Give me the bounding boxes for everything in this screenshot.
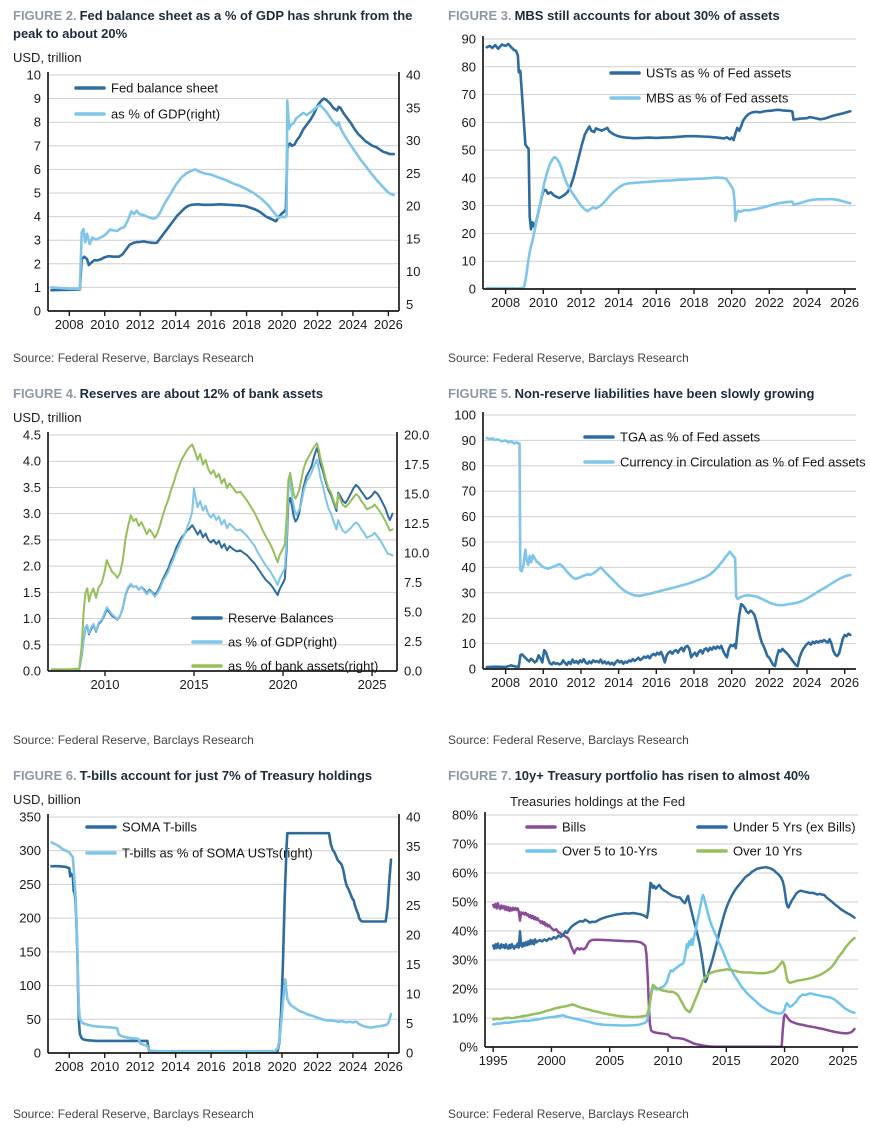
svg-text:2026: 2026 [373, 317, 403, 332]
svg-text:2016: 2016 [196, 317, 226, 332]
svg-text:20.0: 20.0 [404, 427, 430, 443]
svg-text:5.0: 5.0 [404, 604, 423, 620]
svg-text:2000: 2000 [536, 1053, 566, 1068]
svg-text:Under 5 Yrs (ex Bills): Under 5 Yrs (ex Bills) [733, 819, 856, 835]
svg-text:40%: 40% [451, 923, 478, 939]
svg-text:2010: 2010 [528, 295, 558, 310]
figure-6-label: FIGURE 6. [13, 768, 77, 783]
svg-text:4: 4 [33, 209, 41, 225]
svg-text:15: 15 [406, 957, 421, 972]
svg-text:2018: 2018 [679, 295, 709, 310]
svg-text:1995: 1995 [478, 1053, 508, 1068]
svg-text:2020: 2020 [717, 675, 747, 690]
figure-6-axis-unit: USD, billion [13, 792, 81, 807]
svg-text:60: 60 [461, 114, 476, 130]
svg-text:SOMA T-bills: SOMA T-bills [122, 819, 197, 835]
figure-4-panel [0, 378, 435, 760]
svg-text:17.5: 17.5 [404, 457, 430, 472]
svg-text:0.5: 0.5 [22, 637, 41, 653]
svg-text:Bills: Bills [562, 819, 586, 835]
svg-text:20: 20 [461, 610, 476, 626]
svg-text:40: 40 [461, 170, 476, 186]
svg-text:80: 80 [461, 59, 476, 75]
figure-3-line-chart [435, 29, 870, 317]
svg-text:2015: 2015 [179, 677, 209, 692]
figure-4-label: FIGURE 4. [13, 386, 77, 401]
svg-text:300: 300 [19, 843, 41, 859]
figure-5-line-chart [435, 407, 870, 697]
svg-text:1.5: 1.5 [22, 584, 41, 600]
svg-text:MBS as % of Fed assets: MBS as % of Fed assets [646, 90, 789, 106]
svg-text:2008: 2008 [491, 675, 521, 690]
svg-text:2014: 2014 [161, 317, 191, 332]
svg-text:2010: 2010 [90, 1059, 120, 1074]
figure-7-line-chart [435, 789, 870, 1075]
svg-text:60%: 60% [451, 865, 478, 881]
figure-7-source-note: Source: Federal Reserve, Barclays Research [448, 1107, 689, 1121]
figure-4-line-chart [0, 427, 435, 699]
svg-text:50%: 50% [451, 894, 478, 910]
svg-text:as % of bank assets(right): as % of bank assets(right) [228, 658, 379, 674]
svg-text:50: 50 [461, 534, 476, 550]
svg-text:40: 40 [406, 809, 421, 825]
figure-6-line-chart [0, 809, 435, 1081]
svg-text:2016: 2016 [641, 675, 671, 690]
svg-text:40: 40 [406, 67, 421, 83]
svg-text:1.0: 1.0 [22, 611, 41, 627]
svg-text:3.5: 3.5 [22, 479, 41, 495]
svg-text:10%: 10% [451, 1010, 478, 1026]
svg-text:2: 2 [33, 256, 41, 272]
svg-text:200: 200 [19, 910, 41, 926]
svg-text:Over 10 Yrs: Over 10 Yrs [733, 843, 803, 859]
svg-text:0.0: 0.0 [404, 663, 423, 679]
svg-text:0: 0 [33, 1045, 41, 1061]
svg-text:4.5: 4.5 [22, 427, 41, 443]
svg-text:0: 0 [33, 303, 41, 319]
svg-text:25: 25 [406, 165, 421, 181]
svg-text:2022: 2022 [754, 295, 784, 310]
svg-text:Treasuries holdings at the Fed: Treasuries holdings at the Fed [510, 794, 686, 809]
svg-text:50: 50 [461, 142, 476, 158]
svg-text:30: 30 [406, 868, 421, 884]
svg-text:0: 0 [406, 1045, 414, 1061]
svg-text:2022: 2022 [302, 1059, 332, 1074]
svg-text:2015: 2015 [711, 1053, 741, 1068]
svg-text:20%: 20% [451, 981, 478, 997]
svg-text:2014: 2014 [604, 295, 634, 310]
svg-text:0%: 0% [459, 1039, 478, 1055]
svg-text:2012: 2012 [566, 675, 596, 690]
figure-2-source-note: Source: Federal Reserve, Barclays Research [13, 351, 254, 365]
svg-text:30%: 30% [451, 952, 478, 968]
svg-text:USTs as % of Fed assets: USTs as % of Fed assets [646, 65, 792, 81]
svg-text:25: 25 [406, 898, 421, 913]
svg-text:30: 30 [461, 198, 476, 214]
svg-text:150: 150 [19, 944, 41, 960]
svg-text:20: 20 [406, 198, 421, 214]
figure-5-title-text: Non-reserve liabilities have been slowly growing [514, 386, 815, 401]
svg-text:2024: 2024 [338, 317, 368, 332]
figure-2-axis-unit: USD, trillion [13, 50, 82, 65]
svg-text:100: 100 [454, 407, 476, 423]
svg-text:70: 70 [461, 483, 476, 499]
figure-7-title-text: 10y+ Treasury portfolio has risen to almost 40% [514, 768, 810, 783]
svg-text:35: 35 [406, 839, 421, 854]
svg-text:2.0: 2.0 [22, 558, 41, 574]
svg-text:2014: 2014 [604, 675, 634, 690]
svg-text:80: 80 [461, 458, 476, 474]
svg-text:35: 35 [406, 100, 421, 116]
figure-6-panel [0, 760, 435, 1134]
svg-text:2025: 2025 [357, 677, 387, 692]
svg-text:2008: 2008 [54, 317, 84, 332]
svg-text:7.5: 7.5 [404, 575, 423, 590]
svg-text:20: 20 [461, 225, 476, 241]
svg-text:15.0: 15.0 [404, 486, 430, 502]
svg-text:4.0: 4.0 [22, 453, 41, 469]
svg-text:10: 10 [461, 253, 476, 269]
svg-text:15: 15 [406, 231, 421, 247]
svg-text:10: 10 [461, 636, 476, 652]
figure-6-title [13, 767, 419, 785]
svg-text:2005: 2005 [595, 1053, 625, 1068]
svg-text:2020: 2020 [268, 677, 298, 692]
figure-4-title [13, 385, 419, 403]
svg-text:2012: 2012 [125, 1059, 155, 1074]
svg-text:5: 5 [406, 296, 414, 312]
figure-3-label: FIGURE 3. [448, 8, 512, 23]
svg-text:2018: 2018 [679, 675, 709, 690]
figure-5-panel [435, 378, 870, 760]
svg-text:2010: 2010 [90, 317, 120, 332]
figure-2-line-chart [0, 67, 435, 339]
svg-text:10: 10 [26, 67, 41, 83]
figure-3-title-text: MBS still accounts for about 30% of assets [514, 8, 780, 23]
svg-text:Currency in Circulation as % o: Currency in Circulation as % of Fed assets [620, 454, 866, 470]
svg-text:2020: 2020 [267, 317, 297, 332]
svg-text:100: 100 [19, 978, 41, 994]
svg-text:350: 350 [19, 809, 41, 825]
svg-text:5: 5 [406, 1016, 414, 1031]
figure-2-label: FIGURE 2. [13, 8, 77, 23]
svg-text:2022: 2022 [754, 675, 784, 690]
svg-text:2022: 2022 [302, 317, 332, 332]
svg-text:2025: 2025 [828, 1053, 858, 1068]
svg-text:5: 5 [33, 185, 41, 201]
figure-5-title [448, 385, 854, 403]
svg-text:2018: 2018 [232, 317, 262, 332]
svg-text:10: 10 [406, 264, 421, 280]
svg-text:as % of GDP(right): as % of GDP(right) [111, 106, 221, 122]
figure-5-label: FIGURE 5. [448, 386, 512, 401]
figure-3-source-note: Source: Federal Reserve, Barclays Research [448, 351, 689, 365]
svg-text:as % of GDP(right): as % of GDP(right) [228, 634, 338, 650]
figure-4-source-note: Source: Federal Reserve, Barclays Research [13, 733, 254, 747]
svg-text:2016: 2016 [196, 1059, 226, 1074]
figure-3-panel [435, 0, 870, 378]
svg-text:9: 9 [33, 91, 41, 107]
svg-text:2008: 2008 [54, 1059, 84, 1074]
svg-text:2024: 2024 [792, 295, 822, 310]
svg-text:T-bills as % of SOMA USTs(righ: T-bills as % of SOMA USTs(right) [122, 845, 313, 861]
svg-text:30: 30 [406, 133, 421, 149]
svg-text:70%: 70% [451, 836, 478, 852]
svg-text:2024: 2024 [792, 675, 822, 690]
svg-text:40: 40 [461, 559, 476, 575]
svg-text:Over 5 to 10-Yrs: Over 5 to 10-Yrs [562, 843, 658, 859]
svg-text:70: 70 [461, 87, 476, 103]
svg-text:3: 3 [33, 232, 41, 248]
figure-7-panel [435, 760, 870, 1134]
figure-6-source-note: Source: Federal Reserve, Barclays Research [13, 1107, 254, 1121]
svg-text:2026: 2026 [373, 1059, 403, 1074]
figure-5-source-note: Source: Federal Reserve, Barclays Research [448, 733, 689, 747]
svg-text:2020: 2020 [717, 295, 747, 310]
svg-text:10.0: 10.0 [404, 545, 430, 561]
svg-text:80%: 80% [451, 807, 478, 823]
svg-text:2026: 2026 [830, 295, 860, 310]
svg-text:2024: 2024 [338, 1059, 368, 1074]
svg-text:2.5: 2.5 [404, 634, 423, 649]
svg-text:0.0: 0.0 [22, 663, 41, 679]
figure-2-title-text: Fed balance sheet as a % of GDP has shrunk from the peak to about 20% [13, 8, 413, 41]
svg-text:2020: 2020 [770, 1053, 800, 1068]
svg-text:20: 20 [406, 927, 421, 943]
svg-text:2008: 2008 [491, 295, 521, 310]
svg-text:6: 6 [33, 161, 41, 177]
svg-text:2026: 2026 [830, 675, 860, 690]
svg-text:2014: 2014 [161, 1059, 191, 1074]
svg-text:50: 50 [26, 1011, 41, 1027]
svg-text:12.5: 12.5 [404, 516, 430, 531]
svg-text:0: 0 [468, 281, 476, 297]
svg-text:8: 8 [33, 114, 41, 130]
figure-7-label: FIGURE 7. [448, 768, 512, 783]
figure-2-title [13, 7, 419, 43]
svg-text:2010: 2010 [528, 675, 558, 690]
svg-text:TGA as % of Fed assets: TGA as % of Fed assets [620, 429, 761, 445]
svg-text:2020: 2020 [267, 1059, 297, 1074]
svg-text:0: 0 [468, 661, 476, 677]
svg-text:2012: 2012 [125, 317, 155, 332]
svg-text:250: 250 [19, 876, 41, 892]
figure-6-title-text: T-bills account for just 7% of Treasury holdings [79, 768, 373, 783]
svg-text:2010: 2010 [90, 677, 120, 692]
figure-4-title-text: Reserves are about 12% of bank assets [79, 386, 324, 401]
svg-text:10: 10 [406, 986, 421, 1002]
figure-2-panel [0, 0, 435, 378]
svg-text:7: 7 [33, 138, 41, 154]
svg-text:90: 90 [461, 432, 476, 448]
figure-3-title [448, 7, 854, 25]
svg-text:2018: 2018 [232, 1059, 262, 1074]
svg-text:2012: 2012 [566, 295, 596, 310]
svg-text:2016: 2016 [641, 295, 671, 310]
svg-text:60: 60 [461, 509, 476, 525]
svg-text:Reserve Balances: Reserve Balances [228, 610, 334, 626]
figure-7-title [448, 767, 854, 785]
figure-4-axis-unit: USD, trillion [13, 410, 82, 425]
svg-text:3.0: 3.0 [22, 506, 41, 522]
svg-text:Fed balance sheet: Fed balance sheet [111, 80, 218, 96]
svg-text:1: 1 [33, 279, 41, 295]
svg-text:2010: 2010 [653, 1053, 683, 1068]
svg-text:30: 30 [461, 585, 476, 601]
svg-text:2.5: 2.5 [22, 532, 41, 548]
svg-text:90: 90 [461, 31, 476, 47]
